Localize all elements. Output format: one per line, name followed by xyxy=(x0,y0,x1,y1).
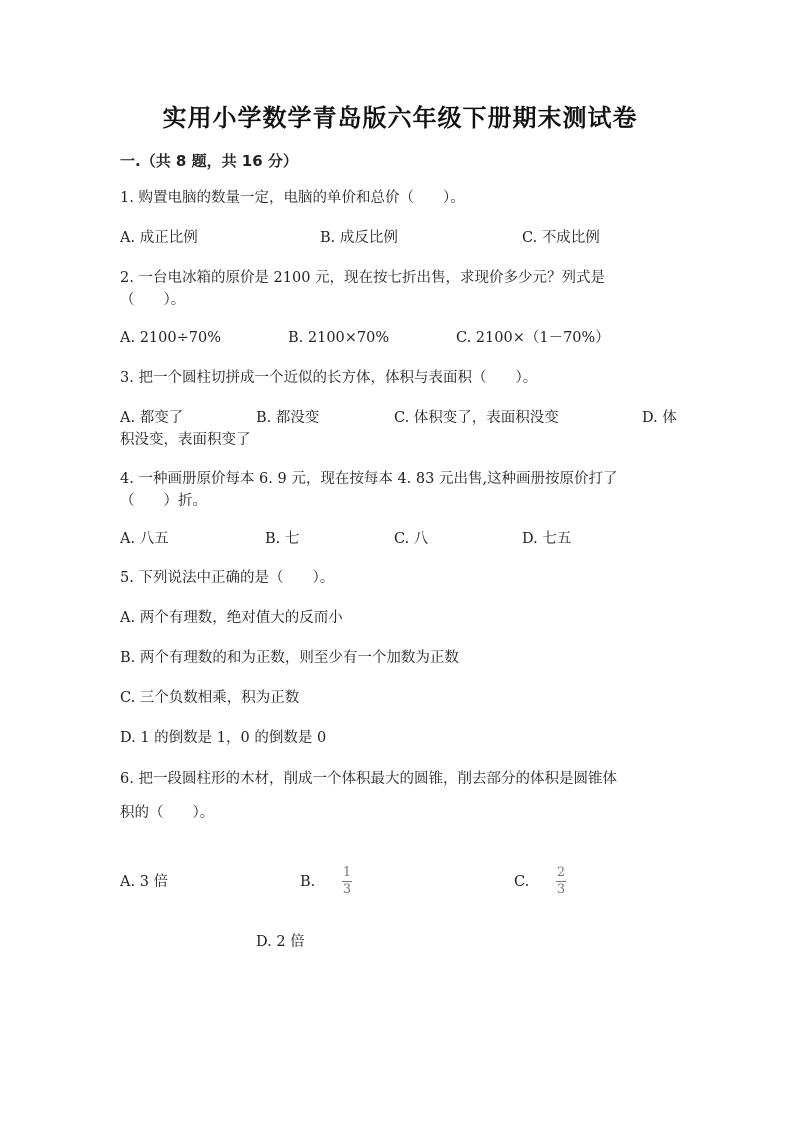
question-2-option-c: C. 2100×（1－70%） xyxy=(456,330,610,346)
question-6-option-d: D. 2 倍 xyxy=(256,934,305,950)
question-5-option-c: C. 三个负数相乘，积为正数 xyxy=(120,690,300,706)
question-6-option-a: A. 3 倍 xyxy=(120,874,169,890)
page-title: 实用小学数学青岛版六年级下册期末测试卷 xyxy=(162,104,638,132)
fraction-denominator: 3 xyxy=(556,882,566,897)
question-4-stem-cont: （ ）折。 xyxy=(120,493,207,509)
question-5-stem: 5. 下列说法中正确的是（ ）。 xyxy=(120,570,335,586)
question-2-stem: 2. 一台电冰箱的原价是 2100 元，现在按七折出售，求现价多少元？列式是 xyxy=(120,270,606,286)
question-6-option-b-label: B. xyxy=(300,874,316,890)
question-4-stem: 4. 一种画册原价每本 6. 9 元，现在按每本 4. 83 元出售,这种画册按原价打了 xyxy=(120,471,618,487)
question-5-option-b: B. 两个有理数的和为正数，则至少有一个加数为正数 xyxy=(120,650,459,666)
question-3-option-a: A. 都变了 xyxy=(120,410,184,426)
question-5-option-a: A. 两个有理数，绝对值大的反而小 xyxy=(120,610,343,626)
question-2-option-a: A. 2100÷70% xyxy=(120,330,221,346)
question-2-option-b: B. 2100×70% xyxy=(288,330,390,346)
fraction-numerator: 2 xyxy=(556,865,566,880)
section-heading: 一.（共 8 题，共 16 分） xyxy=(120,152,298,170)
question-4-option-c: C. 八 xyxy=(394,531,429,547)
question-3-option-c: C. 体积变了，表面积没变 xyxy=(394,410,559,426)
question-6-stem-cont: 积的（ ）。 xyxy=(120,805,215,821)
fraction-numerator: 1 xyxy=(342,865,352,880)
question-6-option-c-fraction xyxy=(556,866,566,896)
question-6-option-b-fraction xyxy=(342,866,352,896)
question-6-stem: 6. 把一段圆柱形的木材，削成一个体积最大的圆锥，削去部分的体积是圆锥体 xyxy=(120,771,617,787)
question-3-option-d: D. 体 xyxy=(642,410,677,426)
question-4-option-d: D. 七五 xyxy=(522,531,572,547)
fraction-denominator: 3 xyxy=(342,882,352,897)
question-1-stem: 1. 购置电脑的数量一定，电脑的单价和总价（ ）。 xyxy=(120,190,465,206)
question-1-option-b: B. 成反比例 xyxy=(320,230,398,246)
question-2-stem-cont: （ ）。 xyxy=(120,292,186,308)
question-5-option-d: D. 1 的倒数是 1，0 的倒数是 0 xyxy=(120,730,327,746)
question-1-option-a: A. 成正比例 xyxy=(120,230,198,246)
question-3-option-d-cont: 积没变，表面积变了 xyxy=(120,432,251,448)
question-1-option-c: C. 不成比例 xyxy=(522,230,600,246)
question-3-option-b: B. 都没变 xyxy=(256,410,320,426)
question-4-option-b: B. 七 xyxy=(265,531,300,547)
question-6-option-c-label: C. xyxy=(514,874,530,890)
question-3-stem: 3. 把一个圆柱切拼成一个近似的长方体，体积与表面积（ ）。 xyxy=(120,370,538,386)
question-4-option-a: A. 八五 xyxy=(120,531,169,547)
